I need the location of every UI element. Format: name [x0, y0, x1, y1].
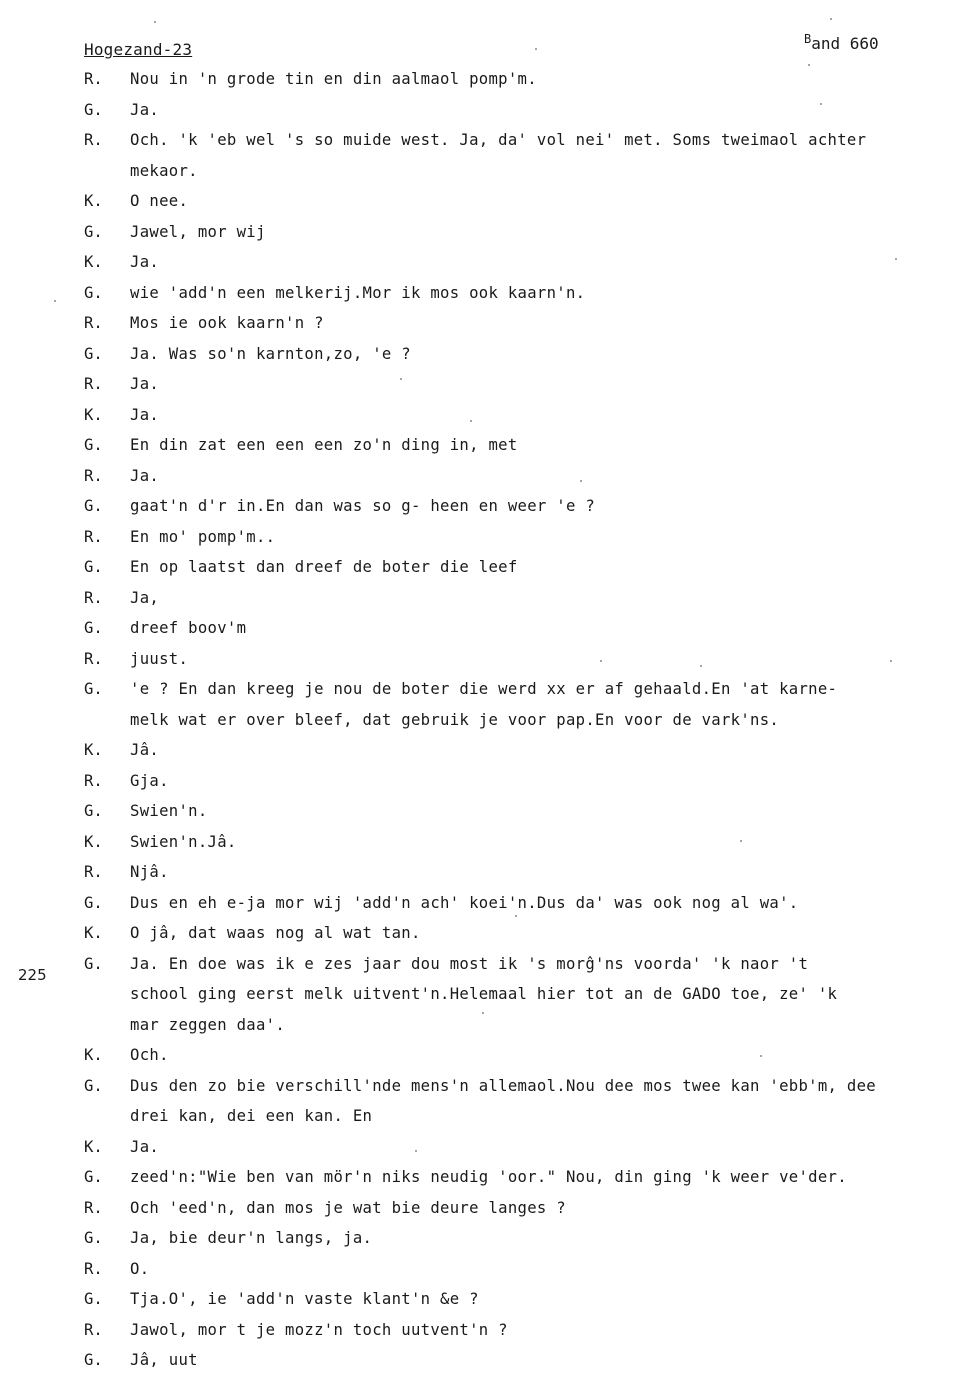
utterance-text: Dus den zo bie verschill'nde mens'n allemaol.Nou dee mos twee kan 'ebb'm, dee	[130, 1076, 876, 1095]
transcript-line	[84, 705, 964, 736]
transcript-line	[84, 796, 964, 827]
transcript-line	[84, 857, 964, 888]
transcript-line	[84, 278, 964, 309]
transcript-line	[84, 1315, 964, 1346]
scan-speck	[54, 300, 56, 302]
speaker-label: G.	[84, 344, 103, 363]
utterance-text: Njâ.	[130, 863, 169, 881]
margin-page-number: 225	[18, 966, 47, 984]
utterance-text: drei kan, dei een kan. En	[130, 1107, 373, 1125]
transcript-line	[84, 1071, 964, 1102]
transcript-line	[84, 644, 964, 675]
transcript-line	[84, 1345, 964, 1376]
utterance-text: En mo' pomp'm..	[130, 527, 276, 546]
transcript-line	[84, 125, 964, 156]
utterance-text: Swien'n.Jâ.	[130, 832, 237, 851]
transcript-line	[84, 491, 964, 522]
speaker-label: G.	[84, 802, 103, 820]
transcript-line	[84, 674, 964, 705]
speaker-label: R.	[84, 466, 103, 485]
speaker-label: G.	[84, 680, 103, 698]
utterance-text: Ja,	[130, 588, 160, 607]
transcript-line	[84, 461, 964, 492]
scan-speck	[482, 1012, 484, 1014]
utterance-text: Gja.	[130, 771, 169, 790]
speaker-label: K.	[84, 1046, 103, 1064]
transcript-line	[84, 949, 964, 980]
utterance-text: Jawel, mor wij	[130, 222, 266, 241]
speaker-label: R.	[84, 1320, 103, 1339]
scan-speck	[415, 1150, 417, 1152]
scan-speck	[830, 18, 832, 20]
utterance-text: O nee.	[130, 192, 189, 210]
speaker-label: G.	[84, 558, 103, 576]
speaker-label: R.	[84, 771, 103, 790]
speaker-label: G.	[84, 619, 103, 637]
utterance-text: Ja.	[130, 1137, 160, 1156]
transcript-line	[84, 918, 964, 949]
speaker-label: K.	[84, 192, 103, 210]
utterance-text: Nou in 'n grode tin en din aalmaol pomp'm.	[130, 70, 537, 88]
scan-speck	[700, 665, 702, 667]
utterance-text: zeed'n:"Wie ben van mör'n niks neudig 'oor." Nou, din ging 'k weer ve'der.	[130, 1168, 847, 1186]
scan-speck	[470, 420, 472, 422]
scan-speck	[515, 915, 517, 917]
transcript-line	[84, 552, 964, 583]
transcript-line	[84, 308, 964, 339]
speaker-label: K.	[84, 832, 103, 851]
transcript-line	[84, 400, 964, 431]
speaker-label: K.	[84, 253, 103, 271]
speaker-label: G.	[84, 283, 103, 302]
utterance-text: mar zeggen daa'.	[130, 1015, 286, 1034]
speaker-label: R.	[84, 70, 103, 88]
transcript-line	[84, 156, 964, 187]
utterance-text: Och.	[130, 1046, 169, 1064]
utterance-text: Och 'eed'n, dan mos je wat bie deure langes ?	[130, 1198, 566, 1217]
transcript-line	[84, 583, 964, 614]
scan-speck	[400, 378, 402, 380]
speaker-label: G.	[84, 1168, 103, 1186]
scan-speck	[808, 64, 810, 66]
document-title: Hogezand-23	[84, 40, 193, 59]
scan-speck	[895, 258, 897, 260]
speaker-label: R.	[84, 1259, 103, 1278]
speaker-label: R.	[84, 863, 103, 881]
utterance-text: school ging eerst melk uitvent'n.Helemaal hier tot an de GADO toe, ze' 'k	[130, 985, 838, 1003]
speaker-label: G.	[84, 1290, 103, 1308]
transcript-line	[84, 735, 964, 766]
scan-speck	[154, 21, 156, 23]
utterance-text: Jâ, uut	[130, 1351, 198, 1369]
utterance-text: 'e ? En dan kreeg je nou de boter die werd xx er af gehaald.En 'at karne-	[130, 680, 838, 698]
scan-speck	[740, 840, 742, 842]
utterance-text: mekaor.	[130, 161, 198, 180]
utterance-text: Jawol, mor t je mozz'n toch uutvent'n ?	[130, 1320, 508, 1339]
transcript-line	[84, 1040, 964, 1071]
speaker-label: K.	[84, 405, 103, 424]
speaker-label: G.	[84, 954, 103, 973]
transcript-line	[84, 369, 964, 400]
speaker-label: R.	[84, 131, 103, 149]
speaker-label: R.	[84, 527, 103, 546]
transcript-line	[84, 430, 964, 461]
band-number	[804, 32, 879, 53]
transcript-line	[84, 522, 964, 553]
utterance-text: gaat'n d'r in.En dan was so g- heen en weer 'e ?	[130, 497, 596, 515]
speaker-label: R.	[84, 375, 103, 393]
speaker-label: R.	[84, 1198, 103, 1217]
utterance-text: En din zat een een een zo'n ding in, met	[130, 436, 518, 454]
utterance-text: Dus en eh e-ja mor wij 'add'n ach' koei'n.Dus da' was ook nog al wa'.	[130, 893, 799, 912]
utterance-text: En op laatst dan dreef de boter die leef	[130, 558, 518, 576]
speaker-label: R.	[84, 314, 103, 332]
utterance-text: O.	[130, 1259, 150, 1278]
speaker-label: R.	[84, 588, 103, 607]
utterance-text: Och. 'k 'eb wel 's so muide west. Ja, da' vol nei' met. Soms tweimaol achter	[130, 131, 867, 149]
speaker-label: G.	[84, 436, 103, 454]
utterance-text: Ja. Was so'n karnton,zo, 'e ?	[130, 344, 411, 363]
speaker-label: G.	[84, 222, 103, 241]
transcript-line	[84, 1193, 964, 1224]
transcript-line	[84, 1101, 964, 1132]
speaker-label: K.	[84, 1137, 103, 1156]
utterance-text: Ja.	[130, 375, 160, 393]
utterance-text: wie 'add'n een melkerij.Mor ik mos ook kaarn'n.	[130, 283, 586, 302]
speaker-label: K.	[84, 741, 103, 759]
transcript-line	[84, 95, 964, 126]
utterance-text: Ja.	[130, 405, 160, 424]
scan-speck	[535, 48, 537, 50]
utterance-text: dreef boov'm	[130, 619, 247, 637]
transcript-line	[84, 64, 964, 95]
transcript-line	[84, 613, 964, 644]
scan-speck	[580, 480, 582, 482]
utterance-text: Tja.O', ie 'add'n vaste klant'n &e ?	[130, 1290, 479, 1308]
speaker-label: G.	[84, 1351, 103, 1369]
transcript-line	[84, 186, 964, 217]
utterance-text: Swien'n.	[130, 802, 208, 820]
transcript-line	[84, 1284, 964, 1315]
speaker-label: G.	[84, 893, 103, 912]
speaker-label: G.	[84, 100, 103, 119]
utterance-text: Ja.	[130, 100, 160, 119]
scan-speck	[820, 103, 822, 105]
transcript-line	[84, 217, 964, 248]
utterance-text: Ja, bie deur'n langs, ja.	[130, 1229, 373, 1247]
speaker-label: K.	[84, 924, 103, 942]
transcript-line	[84, 888, 964, 919]
utterance-text: Ja. En doe was ik e zes jaar dou most ik 's morĝ'ns voorda' 'k naor 't	[130, 954, 809, 973]
utterance-text: Jâ.	[130, 741, 160, 759]
transcript-line	[84, 1132, 964, 1163]
scan-speck	[760, 1055, 762, 1057]
utterance-text: O jâ, dat waas nog al wat tan.	[130, 924, 421, 942]
utterance-text: Ja.	[130, 466, 160, 485]
speaker-label: R.	[84, 649, 103, 668]
transcript-line	[84, 339, 964, 370]
transcript-line	[84, 1254, 964, 1285]
utterance-text: melk wat er over bleef, dat gebruik je voor pap.En voor de vark'ns.	[130, 710, 780, 729]
transcript-line	[84, 1010, 964, 1041]
scan-speck	[890, 660, 892, 662]
speaker-label: G.	[84, 497, 103, 515]
scan-speck	[600, 660, 602, 662]
speaker-label: G.	[84, 1229, 103, 1247]
transcript-line	[84, 1162, 964, 1193]
transcript-line	[84, 766, 964, 797]
utterance-text: Ja.	[130, 253, 160, 271]
utterance-text: juust.	[130, 649, 189, 668]
band-label: and 660	[811, 34, 879, 53]
transcript-lines	[84, 64, 964, 1376]
band-prefix: B	[804, 32, 812, 46]
speaker-label: G.	[84, 1076, 103, 1095]
transcript-line	[84, 1223, 964, 1254]
transcript-line	[84, 979, 964, 1010]
utterance-text: Mos ie ook kaarn'n ?	[130, 314, 324, 332]
transcript-line	[84, 827, 964, 858]
transcript-line	[84, 247, 964, 278]
